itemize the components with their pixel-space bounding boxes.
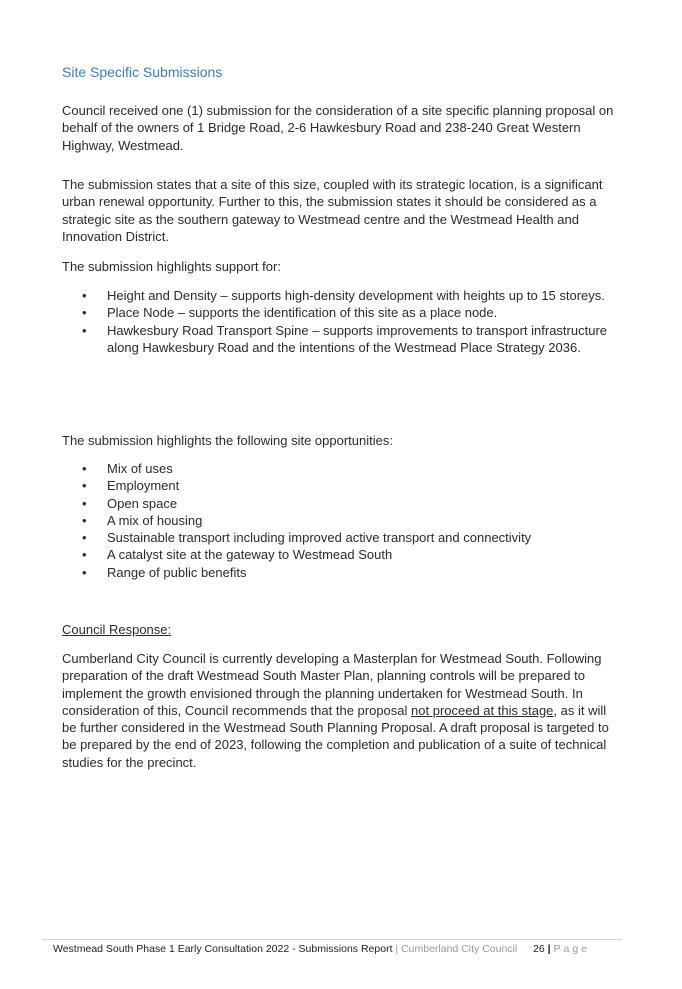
response-text-end: , as it will be further considered in the Westmead South Planning Proposal. A draft proposal is targeted to be prepared by the end of 2023, following the completion and publication of a suite of technical studies for the precinct. bbox=[62, 702, 609, 770]
list-item: • Range of public benefits bbox=[62, 564, 622, 581]
footer-separator: | bbox=[395, 943, 399, 955]
page-number-separator: | bbox=[547, 943, 551, 955]
intro-paragraph: Council received one (1) submission for the consideration of a site specific planning proposal on behalf of the owners of 1 Bridge Road, 2-6 Hawkesbury Road and 238-240 Great Western Highway, Westmead. bbox=[62, 103, 614, 153]
footer-divider bbox=[42, 939, 622, 940]
footer-report-title: Westmead South Phase 1 Early Consultation 2022 - Submissions Report bbox=[53, 943, 393, 955]
statement-paragraph: The submission states that a site of this size, coupled with its strategic location, is a significant urban renewal opportunity. Further to this, the submission states it should be considered as a strategic site as the southern gateway to Westmead centre and the Westmead Health and Innovation District. bbox=[62, 177, 603, 244]
opportunities-list bbox=[62, 460, 622, 581]
list-item: • A mix of housing bbox=[62, 512, 622, 529]
list-item: • Open space bbox=[62, 495, 622, 512]
response-underlined-text: not proceed at this stage bbox=[411, 702, 554, 718]
council-response-heading: Council Response: bbox=[62, 622, 172, 637]
list-item: • Sustainable transport including improved active transport and connectivity bbox=[62, 529, 622, 546]
opportunities-intro: The submission highlights the following site opportunities: bbox=[62, 433, 393, 448]
list-item: • Height and Density – supports high-density development with heights up to 15 storeys. bbox=[62, 287, 622, 304]
support-list bbox=[62, 287, 622, 356]
page-footer bbox=[53, 943, 590, 955]
council-response-paragraph bbox=[62, 650, 622, 771]
list-item: • Hawkesbury Road Transport Spine – supports improvements to transport infrastructure along Hawkesbury Road and the intentions of the Westmead Place Strategy 2036. bbox=[62, 322, 622, 357]
list-item: • Place Node – supports the identification of this site as a place node. bbox=[62, 304, 622, 321]
page-number: 26 bbox=[533, 943, 545, 955]
footer-organisation: Cumberland City Council bbox=[401, 943, 518, 955]
list-item: • A catalyst site at the gateway to Westmead South bbox=[62, 546, 622, 563]
section-heading: Site Specific Submissions bbox=[62, 64, 223, 80]
page-label: Page bbox=[553, 943, 591, 955]
list-item: • Employment bbox=[62, 477, 622, 494]
response-text-start: Cumberland City Council is currently developing a Masterplan for Westmead South. Following preparation of the draft Westmead South Master Plan, planning controls will be prepared to implement the growth envisioned through the planning undertaken for Westmead South. In consideration of this, Council recommends that the proposal bbox=[62, 651, 602, 718]
list-item: • Mix of uses bbox=[62, 460, 622, 477]
support-intro: The submission highlights support for: bbox=[62, 259, 281, 274]
